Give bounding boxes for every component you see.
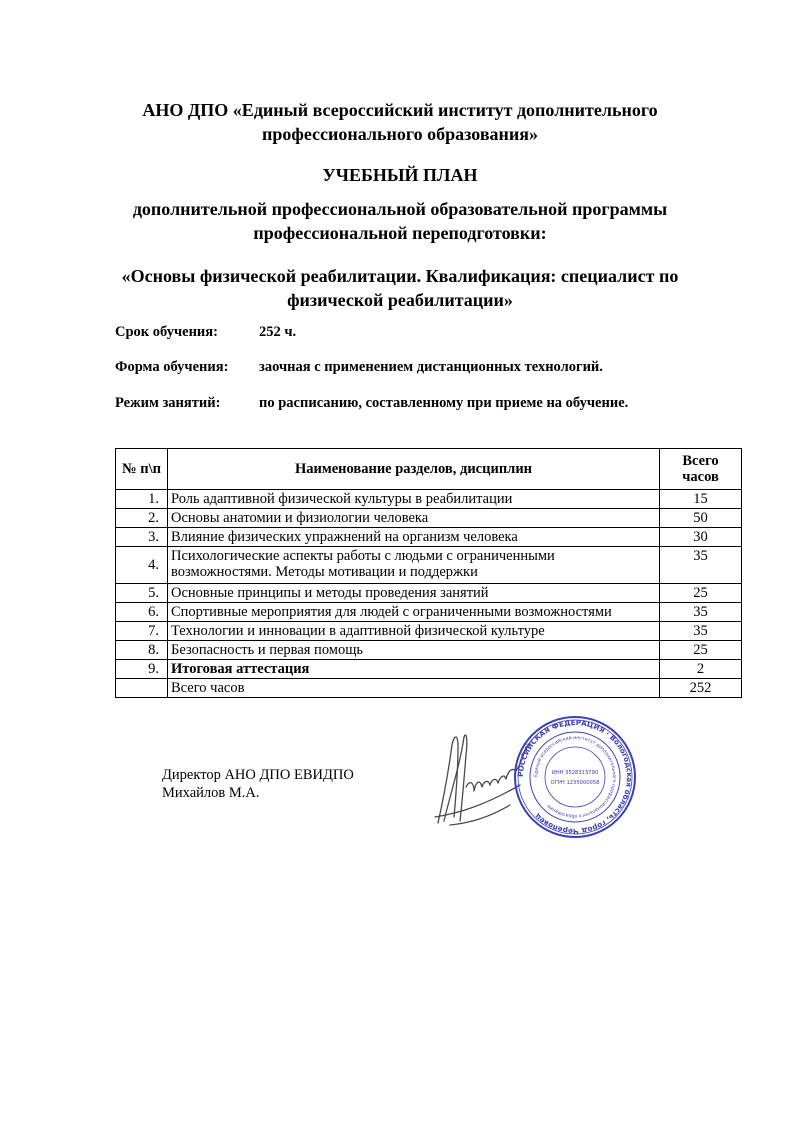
header-hours-line2: часов [682, 469, 719, 485]
table-row [116, 509, 742, 528]
row-hours: 30 [660, 528, 742, 547]
organization-title-line2: профессионального образования» [261, 124, 539, 144]
duration-value: 252 ч. [259, 324, 297, 340]
table-row [116, 490, 742, 509]
row-name: Технологии и инновации в адаптивной физической культуре [168, 622, 660, 641]
row-name: Итоговая аттестация [168, 660, 660, 679]
duration-label: Срок обучения: [115, 324, 218, 340]
curriculum-table [115, 448, 742, 698]
header-num: № п\п [116, 449, 168, 490]
row-num: 4. [116, 547, 168, 584]
table-row [116, 547, 742, 584]
total-num [116, 679, 168, 698]
official-stamp [512, 714, 638, 840]
table-row [116, 528, 742, 547]
row-num: 2. [116, 509, 168, 528]
stamp-inn: ИНН 3528313790 [551, 770, 599, 776]
row-name: Безопасность и первая помощь [168, 641, 660, 660]
director-name: Михайлов М.А. [162, 785, 260, 801]
stamp-outer-text: РОССИЙСКАЯ ФЕДЕРАЦИЯ · Вологодская область, город Череповец [515, 717, 635, 837]
organization-title [0, 98, 800, 146]
row-num: 9. [116, 660, 168, 679]
table-row [116, 660, 742, 679]
program-name-line1: «Основы физической реабилитации. Квалификация: специалист по [121, 266, 679, 286]
row-num: 3. [116, 528, 168, 547]
total-value: 252 [660, 679, 742, 698]
mode-value: по расписанию, составленному при приеме на обучение. [259, 395, 629, 411]
row-name [168, 547, 660, 584]
row-num: 8. [116, 641, 168, 660]
program-type-line1: дополнительной профессиональной образовательной программы [132, 199, 668, 219]
plan-title: УЧЕБНЫЙ ПЛАН [322, 165, 478, 185]
table-row [116, 584, 742, 603]
row-hours: 35 [660, 547, 742, 584]
signature-block [162, 766, 354, 802]
row-num: 6. [116, 603, 168, 622]
header-name: Наименование разделов, дисциплин [168, 449, 660, 490]
program-name-line2: физической реабилитации» [287, 290, 513, 310]
table-row [116, 641, 742, 660]
header-hours-line1: Всего [682, 453, 719, 469]
row-hours: 35 [660, 603, 742, 622]
total-label: Всего часов [168, 679, 660, 698]
total-row [116, 679, 742, 698]
program-name [0, 264, 800, 312]
form-label: Форма обучения: [115, 359, 229, 375]
row-hours: 25 [660, 641, 742, 660]
table-row [116, 603, 742, 622]
row-name-line2: возможностями. Методы мотивации и поддержки [171, 564, 478, 580]
row-hours: 50 [660, 509, 742, 528]
row-hours: 15 [660, 490, 742, 509]
program-type-line2: профессиональной переподготовки: [253, 223, 547, 243]
row-hours: 2 [660, 660, 742, 679]
mode-label: Режим занятий: [115, 395, 221, 411]
table-header-row [116, 449, 742, 490]
program-type [0, 197, 800, 245]
row-name: Основные принципы и методы проведения занятий [168, 584, 660, 603]
stamp-ogrn: ОГРН 1235000058 [550, 780, 600, 786]
row-name-line1: Психологические аспекты работы с людьми с ограниченными [171, 548, 555, 564]
table-row [116, 622, 742, 641]
row-name: Спортивные мероприятия для людей с ограниченными возможностями [168, 603, 660, 622]
row-name: Основы анатомии и физиологии человека [168, 509, 660, 528]
form-value: заочная с применением дистанционных технологий. [259, 359, 603, 375]
row-name: Роль адаптивной физической культуры в реабилитации [168, 490, 660, 509]
info-duration [115, 323, 297, 341]
info-form [115, 358, 603, 376]
row-num: 1. [116, 490, 168, 509]
row-hours: 25 [660, 584, 742, 603]
header-hours [660, 449, 742, 490]
organization-title-line1: АНО ДПО «Единый всероссийский институт дополнительного [142, 100, 658, 120]
row-hours: 35 [660, 622, 742, 641]
info-mode [115, 394, 629, 412]
row-name: Влияние физических упражнений на организм человека [168, 528, 660, 547]
row-num: 7. [116, 622, 168, 641]
stamp-rings [515, 717, 635, 837]
row-num: 5. [116, 584, 168, 603]
stamp-inner-text: Единый всероссийский институт дополнительного профессионального образования [533, 735, 617, 819]
director-position: Директор АНО ДПО ЕВИДПО [162, 767, 354, 783]
